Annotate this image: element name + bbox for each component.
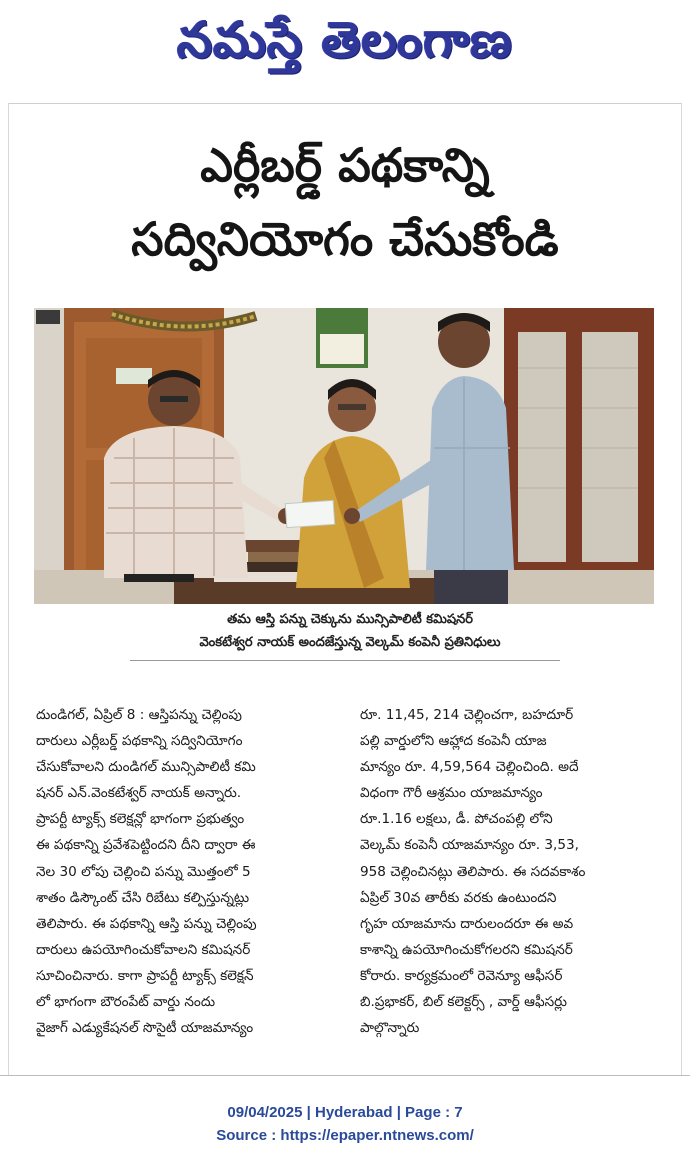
article-line: ఏప్రిల్ 30వ తారీకు వరకు ఉంటుందని [360, 889, 557, 906]
bottom-divider [0, 1075, 690, 1076]
article-line: కాశాన్ని ఉపయోగించుకోగలరని కమిషనర్ [360, 941, 573, 958]
article-line: 958 చెల్లించినట్లు తెలిపారు. ఈ సదవకాశం [360, 863, 586, 880]
article-column-right [360, 702, 655, 1041]
article-line: దారులు ఎర్లీబర్డ్ పథకాన్ని సద్వినియోగం [36, 733, 243, 750]
article-line: బి.ప్రభాకర్, బిల్ కలెక్టర్స్ , వార్డ్ ఆఫీసర్లు [360, 994, 567, 1011]
article-line: రూ.1.16 లక్షలు, డీ. పోచంపల్లి లోని [360, 811, 553, 828]
caption-divider [130, 660, 560, 661]
masthead [0, 0, 690, 86]
headline-line-1: ఎర్లీబర్డ్ పథకాన్ని [200, 138, 490, 192]
article-column-left [36, 702, 336, 1041]
article-line: దుండిగల్, ఏప్రిల్ 8 : ఆస్తిపన్ను చెల్లింపు [36, 707, 242, 723]
masthead-title: నమస్తే తెలంగాణ [177, 10, 513, 69]
headline-line-2: సద్వినియోగం చేసుకోండి [131, 212, 559, 266]
article-line: రూ. 11,45, 214 చెల్లించగా, బహదూర్ [360, 707, 574, 723]
article-line: తెలిపారు. ఈ పథకాన్ని ఆస్తి పన్ను చెల్లింపు [36, 915, 257, 932]
photo-caption-line-1: తమ ఆస్తి పన్ను చెక్కును మున్సిపాలిటీ కమిషనర్ [227, 612, 473, 627]
top-divider [8, 103, 682, 104]
article-line: కోరారు. కార్యక్రమంలో రెవెన్యూ ఆఫీసర్ [360, 967, 563, 984]
article-line: దారులు ఉపయోగించుకోవాలని కమిషనర్ [36, 941, 251, 958]
article-line: ఈ పథకాన్ని ప్రవేశపెట్టిందని దీని ద్వారా ఈ [36, 837, 256, 854]
article-line: వెల్కమ్ కంపెనీ యాజమాన్యం రూ. 3,53, [360, 837, 579, 854]
article-line: సూచించినారు. కాగా ప్రాపర్టీ ట్యాక్స్ కలెక్షన్ [36, 967, 254, 984]
right-border [681, 103, 682, 1075]
left-border [8, 103, 9, 1075]
photo-caption-line-2: వెంకటేశ్వర నాయక్ అందజేస్తున్న వెల్కమ్ కంపెనీ ప్రతినిధులు [199, 635, 501, 650]
article-line: నెల 30 లోపు చెల్లించి పన్ను మొత్తంలో 5 [36, 863, 251, 880]
article-line: చేసుకోవాలని దుండిగల్ మున్సిపాలిటీ కమి [36, 759, 256, 776]
article-line: మాన్యం రూ. 4,59,564 చెల్లించింది. అదే [360, 759, 579, 776]
footer-source-link[interactable]: Source : https://epaper.ntnews.com/ [216, 1127, 474, 1144]
article-line: శాతం డిస్కౌంట్ చేసి రిబేటు కల్పిస్తున్నట్లు [36, 889, 250, 906]
article-line: విధంగా గౌరీ ఆశ్రమం యాజమాన్యం [360, 785, 543, 802]
news-photo [34, 308, 654, 604]
article-line: పల్లి వార్డులోని ఆహ్లాద కంపెనీ యాజ [360, 733, 547, 750]
article-line: పాల్గొన్నారు [360, 1020, 420, 1037]
footer-date-edition: 09/04/2025 | Hyderabad | Page : 7 [227, 1104, 463, 1121]
article-line: ప్రాపర్టీ ట్యాక్స్ కలెక్షన్లో భాగంగా ప్రభుత్వం [36, 811, 245, 828]
news-photo-illustration [34, 308, 654, 604]
article-line: లో భాగంగా బౌరంపేట్ వార్డు నందు [36, 994, 216, 1011]
article-line: గృహ యాజమాను దారులందరూ ఈ అవ [360, 915, 574, 932]
article-line: వైజాగ్ ఎడ్యుకేషనల్ సొసైటీ యాజమాన్యం [36, 1020, 254, 1037]
article-line: షనర్ ఎన్.వెంకటేశ్వర్ నాయక్ అన్నారు. [36, 785, 242, 802]
